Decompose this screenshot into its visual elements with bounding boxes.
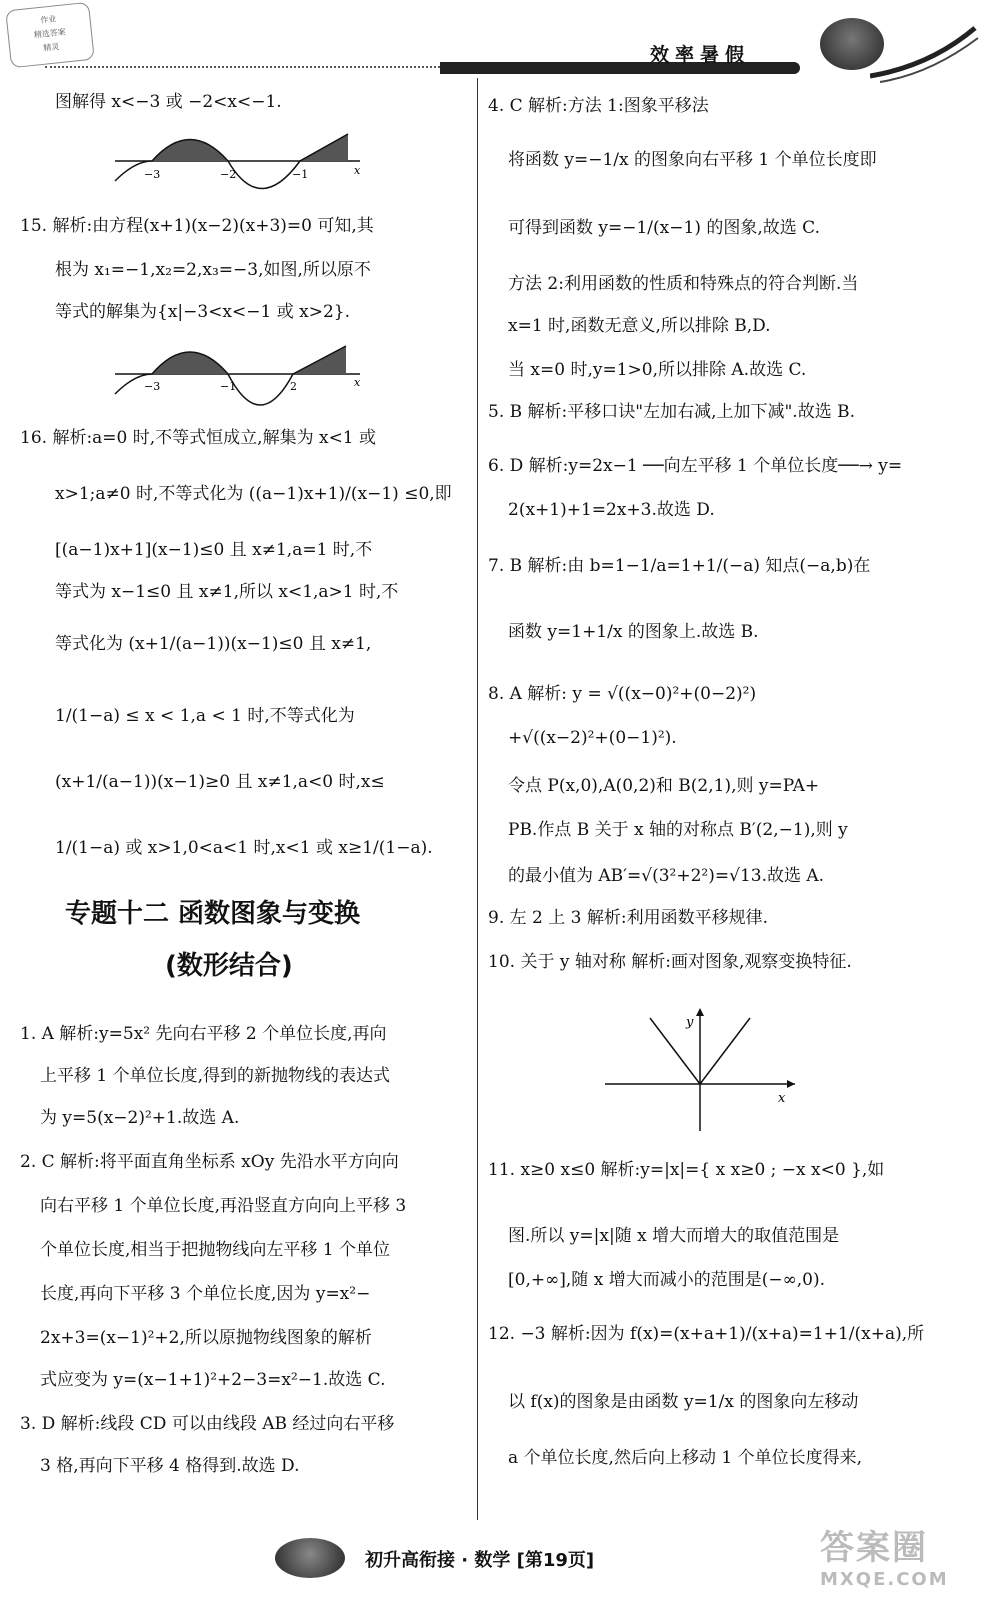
text-line: 上平移 1 个单位长度,得到的新抛物线的表达式 xyxy=(40,1066,391,1086)
text-line: 等式的解集为{x|−3<x<−1 或 x>2}. xyxy=(55,302,351,322)
text-line: 2. C 解析:将平面直角坐标系 xOy 先沿水平方向向 xyxy=(20,1152,399,1172)
sign-chart-figure-1 xyxy=(110,126,370,192)
footer-text: 初升高衔接 · 数学 [第19页] xyxy=(365,1550,595,1571)
text-line: 8. A 解析: y = √((x−0)²+(0−2)²) xyxy=(488,684,757,704)
text-line: 2x+3=(x−1)²+2,所以原抛物线图象的解析 xyxy=(40,1328,372,1348)
text-line: 1/(1−a) 或 x>1,0<a<1 时,x<1 或 x≥1/(1−a). xyxy=(55,838,433,858)
stamp-text: 作业 精选答案 精灵 xyxy=(33,14,67,53)
section-subtitle: (数形结合) xyxy=(165,951,293,981)
text-line: x>1;a≠0 时,不等式化为 ((a−1)x+1)/(x−1) ≤0,即 xyxy=(55,484,452,504)
text-line: 式应变为 y=(x−1+1)²+2−3=x²−1.故选 C. xyxy=(40,1370,386,1390)
footer-logo-icon xyxy=(275,1538,345,1578)
text-line: 11. x≥0 x≤0 解析:y=|x|={ x x≥0 ; −x x<0 },如 xyxy=(488,1160,885,1180)
text-line: 可得到函数 y=−1/(x−1) 的图象,故选 C. xyxy=(508,218,820,238)
text-line: 1. A 解析:y=5x² 先向右平移 2 个单位长度,再向 xyxy=(20,1024,387,1044)
text-line: 将函数 y=−1/x 的图象向右平移 1 个单位长度即 xyxy=(508,150,877,170)
text-line: 3. D 解析:线段 CD 可以由线段 AB 经过向右平移 xyxy=(20,1414,395,1434)
header-dotted-rule xyxy=(45,66,440,68)
text-line: 以 f(x)的图象是由函数 y=1/x 的图象向左移动 xyxy=(508,1392,859,1412)
text-line: 长度,再向下平移 3 个单位长度,因为 y=x²− xyxy=(40,1284,371,1304)
text-line: 9. 左 2 上 3 解析:利用函数平移规律. xyxy=(488,908,769,928)
text-line: 等式化为 (x+1/(a−1))(x−1)≤0 且 x≠1, xyxy=(55,634,372,654)
text-line: x=1 时,函数无意义,所以排除 B,D. xyxy=(508,316,771,336)
abs-value-graph-figure xyxy=(600,1006,810,1136)
text-line: 7. B 解析:由 b=1−1/a=1+1/(−a) 知点(−a,b)在 xyxy=(488,556,871,576)
column-divider xyxy=(477,78,478,1520)
fig1-label-b: −2 xyxy=(220,168,237,181)
text-line: 图.所以 y=|x|随 x 增大而增大的取值范围是 xyxy=(508,1226,840,1246)
text-line: 1/(1−a) ≤ x < 1,a < 1 时,不等式化为 xyxy=(55,706,355,726)
fig1-axis-x: x xyxy=(354,164,361,177)
watermark-line-2: MXQE.COM xyxy=(820,1569,949,1590)
fig1-label-a: −3 xyxy=(144,168,161,181)
text-line: 向右平移 1 个单位长度,再沿竖直方向向上平移 3 xyxy=(40,1196,407,1216)
stamp xyxy=(5,2,95,68)
text-line: 12. −3 解析:因为 f(x)=(x+a+1)/(x+a)=1+1/(x+a),所 xyxy=(488,1324,925,1344)
text-line: 为 y=5(x−2)²+1.故选 A. xyxy=(40,1108,240,1128)
text-line: 方法 2:利用函数的性质和特殊点的符合判断.当 xyxy=(508,274,859,294)
footer xyxy=(275,1538,695,1582)
swoosh-icon xyxy=(870,26,980,86)
fig3-axis-y: y xyxy=(686,1015,694,1030)
text-line: 等式为 x−1≤0 且 x≠1,所以 x<1,a>1 时,不 xyxy=(55,582,399,602)
fig1-label-c: −1 xyxy=(292,168,309,181)
text-line: 5. B 解析:平移口诀"左加右减,上加下减".故选 B. xyxy=(488,402,855,422)
text-line: 6. D 解析:y=2x−1 ──向左平移 1 个单位长度──→ y= xyxy=(488,456,903,476)
fig2-label-a: −3 xyxy=(144,380,161,393)
text-line: 的最小值为 AB′=√(3²+2²)=√13.故选 A. xyxy=(508,866,825,886)
text-line: 15. 解析:由方程(x+1)(x−2)(x+3)=0 可知,其 xyxy=(20,216,374,236)
text-line: [(a−1)x+1](x−1)≤0 且 x≠1,a=1 时,不 xyxy=(55,540,373,560)
text-line: 图解得 x<−3 或 −2<x<−1. xyxy=(55,92,282,112)
text-line: 4. C 解析:方法 1:图象平移法 xyxy=(488,96,709,116)
fig3-axis-x: x xyxy=(778,1091,786,1106)
fig2-label-c: 2 xyxy=(290,380,297,393)
text-line: 2(x+1)+1=2x+3.故选 D. xyxy=(508,500,715,520)
fig2-axis-x: x xyxy=(354,376,361,389)
header-title: 效率暑假 xyxy=(650,44,751,66)
text-line: 3 格,再向下平移 4 格得到.故选 D. xyxy=(40,1456,300,1476)
text-line: 个单位长度,相当于把抛物线向左平移 1 个单位 xyxy=(40,1240,391,1260)
fig2-label-b: −1 xyxy=(220,380,237,393)
text-line: (x+1/(a−1))(x−1)≥0 且 x≠1,a<0 时,x≤ xyxy=(55,772,385,792)
text-line: 10. 关于 y 轴对称 解析:画对图象,观察变换特征. xyxy=(488,952,852,972)
text-line: 函数 y=1+1/x 的图象上.故选 B. xyxy=(508,622,759,642)
watermark-line-1: 答案圈 xyxy=(820,1528,928,1568)
sign-chart-figure-2 xyxy=(110,336,370,412)
text-line: +√((x−2)²+(0−1)²). xyxy=(508,728,677,748)
text-line: 令点 P(x,0),A(0,2)和 B(2,1),则 y=PA+ xyxy=(508,776,820,796)
text-line: 当 x=0 时,y=1>0,所以排除 A.故选 C. xyxy=(508,360,807,380)
watermark xyxy=(820,1520,949,1590)
text-line: a 个单位长度,然后向上移动 1 个单位长度得来, xyxy=(508,1448,862,1468)
text-line: 16. 解析:a=0 时,不等式恒成立,解集为 x<1 或 xyxy=(20,428,377,448)
text-line: PB.作点 B 关于 x 轴的对称点 B′(2,−1),则 y xyxy=(508,820,848,840)
text-line: 根为 x₁=−1,x₂=2,x₃=−3,如图,所以原不 xyxy=(55,260,371,280)
text-line: [0,+∞],随 x 增大而减小的范围是(−∞,0). xyxy=(508,1270,825,1290)
section-title: 专题十二 函数图象与变换 xyxy=(65,899,361,929)
